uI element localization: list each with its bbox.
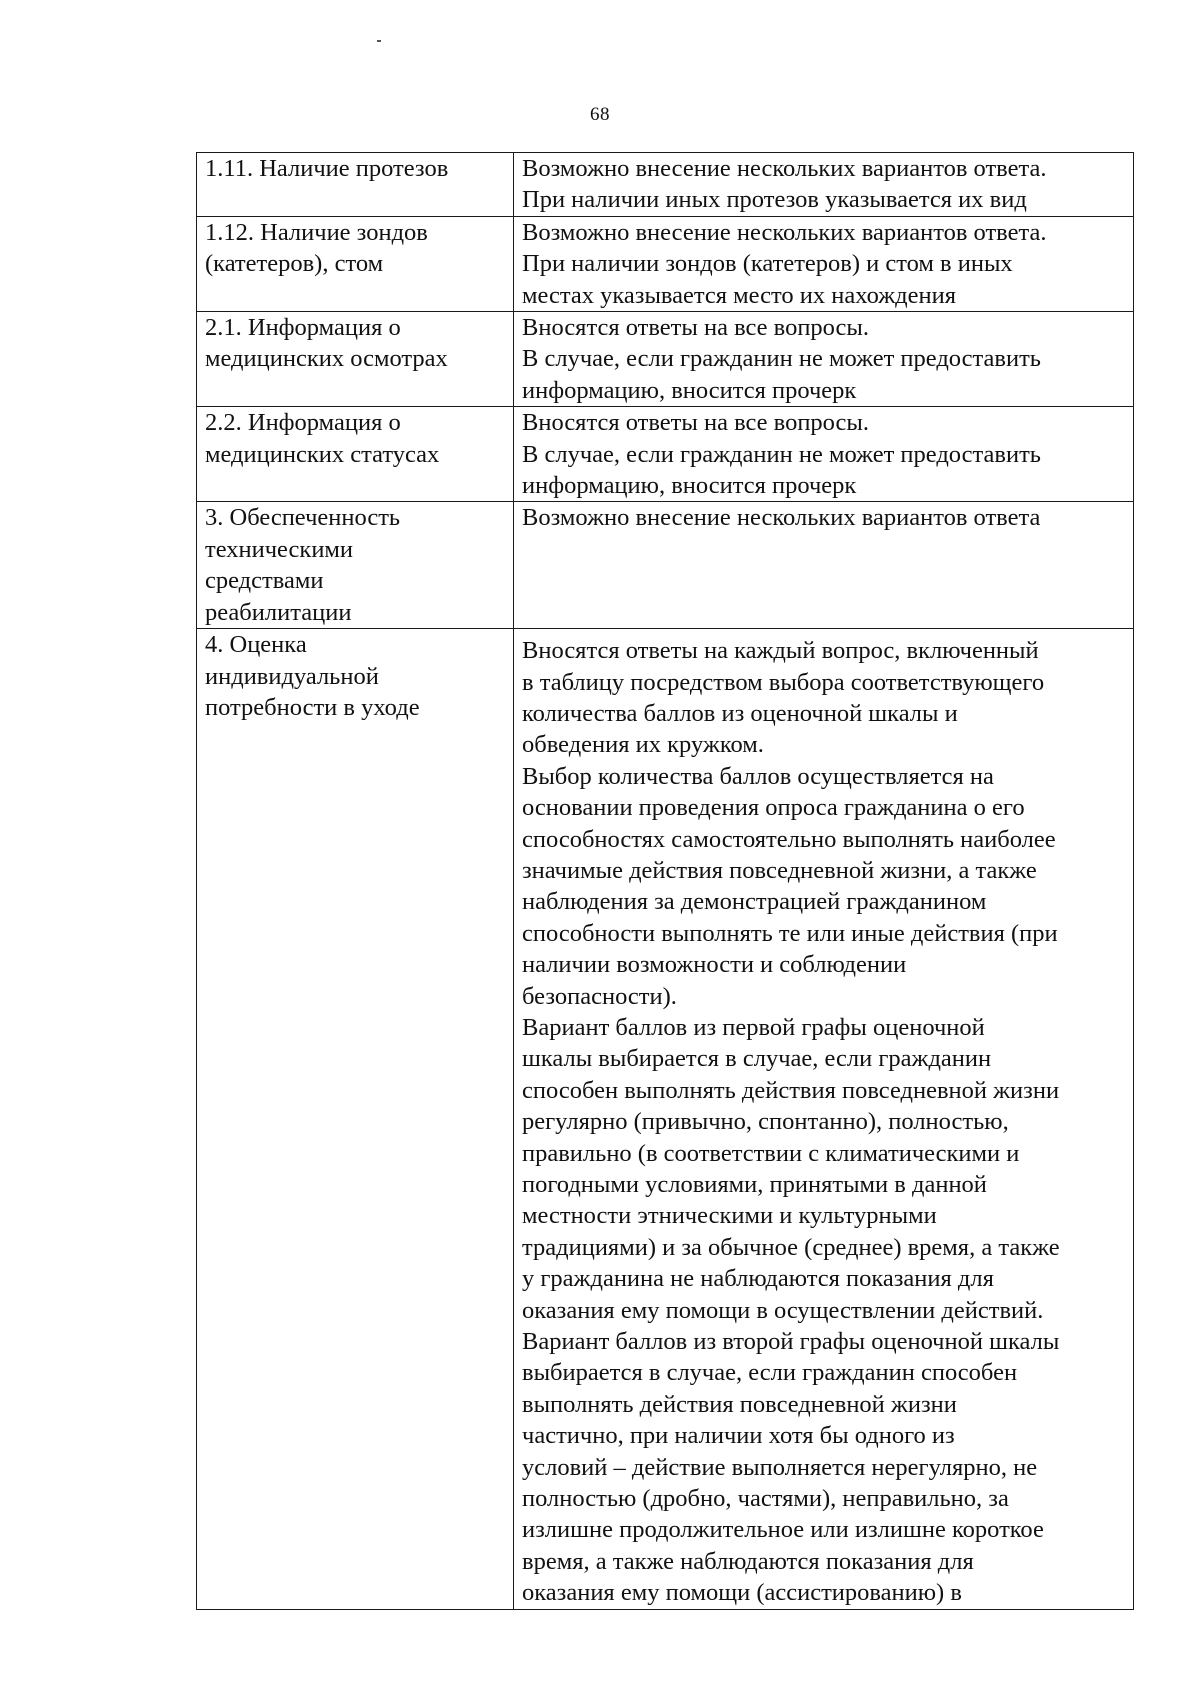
- text-line: (катетеров), стом: [205, 250, 384, 278]
- text-line: время, а также наблюдаются показания для: [522, 1547, 974, 1575]
- text-line: регулярно (привычно, спонтанно), полностью,: [522, 1108, 1009, 1136]
- text-line: 2.2. Информация о: [205, 409, 401, 437]
- text-line: частично, при наличии хотя бы одного из: [522, 1422, 955, 1450]
- text-line: медицинских статусах: [205, 440, 440, 468]
- text-line: Возможно внесение нескольких вариантов ответа.: [522, 218, 1047, 246]
- field-name-cell: [197, 153, 514, 217]
- field-name-cell: [197, 629, 514, 1610]
- field-name-cell: [197, 407, 514, 502]
- text-line: При наличии зондов (катетеров) и стом в иных: [522, 250, 1013, 278]
- text-line: шкалы выбирается в случае, если гражданин: [522, 1045, 992, 1073]
- text-line: 3. Обеспеченность: [205, 504, 401, 532]
- text-line: В случае, если гражданин не может предоставить: [522, 440, 1041, 468]
- table-row: [197, 407, 1134, 502]
- text-line: безопасности).: [522, 982, 677, 1010]
- text-line: способностях самостоятельно выполнять наиболее: [522, 825, 1056, 853]
- text-line: Вносятся ответы на все вопросы.: [522, 314, 869, 342]
- instruction-cell: [514, 502, 1134, 629]
- text-line: средствами: [205, 567, 324, 595]
- text-line: обведения их кружком.: [522, 731, 764, 759]
- text-line: погодными условиями, принятыми в данной: [522, 1171, 987, 1198]
- text-line: 1.11. Наличие протезов: [205, 155, 449, 182]
- text-line: 2.1. Информация о: [205, 314, 401, 342]
- table-row: [197, 216, 1134, 311]
- scan-artifact: [377, 40, 381, 42]
- instruction-cell: [514, 629, 1134, 1610]
- instructions-table: [196, 152, 1134, 1610]
- text-line: наличии возможности и соблюдении: [522, 951, 907, 979]
- table-row: [197, 629, 1134, 1610]
- text-line: выполнять действия повседневной жизни: [522, 1390, 957, 1418]
- instruction-cell: [514, 153, 1134, 217]
- text-line: Возможно внесение нескольких вариантов ответа.: [522, 155, 1047, 182]
- text-line: 1.12. Наличие зондов: [205, 218, 428, 246]
- text-line: В случае, если гражданин не может предоставить: [522, 345, 1041, 373]
- text-line: индивидуальной: [205, 662, 379, 690]
- text-line: информацию, вносится прочерк: [522, 376, 857, 404]
- text-line: потребности в уходе: [205, 693, 420, 721]
- text-line: Вариант баллов из первой графы оценочной: [522, 1013, 985, 1041]
- text-line: местности этническими и культурными: [522, 1202, 937, 1230]
- text-line: излишне продолжительное или излишне короткое: [522, 1516, 1044, 1544]
- instruction-cell: [514, 216, 1134, 311]
- table-row: [197, 153, 1134, 217]
- text-line: информацию, вносится прочерк: [522, 472, 857, 500]
- field-name-cell: [197, 502, 514, 629]
- text-line: условий – действие выполняется нерегулярно, не: [522, 1453, 1038, 1481]
- text-line: Вносятся ответы на каждый вопрос, включенный: [522, 637, 1039, 665]
- text-line: количества баллов из оценочной шкалы и: [522, 699, 958, 727]
- text-line: медицинских осмотрах: [205, 345, 448, 373]
- text-line: оказания ему помощи в осуществлении действий.: [522, 1296, 1044, 1324]
- text-line: основании проведения опроса гражданина о его: [522, 794, 1025, 822]
- text-line: полностью (дробно, частями), неправильно, за: [522, 1485, 1009, 1513]
- text-line: местах указывается место их нахождения: [522, 281, 956, 309]
- text-line: Выбор количества баллов осуществляется на: [522, 762, 994, 790]
- text-line: 4. Оценка: [205, 631, 307, 659]
- text-line: Возможно внесение нескольких вариантов ответа: [522, 504, 1041, 532]
- text-line: выбирается в случае, если гражданин способен: [522, 1359, 1018, 1387]
- table-row: [197, 502, 1134, 629]
- table-row: [197, 312, 1134, 407]
- text-line: Вносятся ответы на все вопросы.: [522, 409, 869, 437]
- text-line: оказания ему помощи (ассистированию) в: [522, 1579, 962, 1607]
- text-line: наблюдения за демонстрацией гражданином: [522, 888, 987, 916]
- text-line: в таблицу посредством выбора соответствующего: [522, 668, 1045, 696]
- field-name-cell: [197, 312, 514, 407]
- text-line: традициями) и за обычное (среднее) время, а также: [522, 1233, 1060, 1261]
- text-line: значимые действия повседневной жизни, а также: [522, 856, 1037, 884]
- text-line: правильно (в соответствии с климатическими и: [522, 1139, 1020, 1167]
- text-line: Вариант баллов из второй графы оценочной шкалы: [522, 1328, 1060, 1356]
- text-line: способности выполнять те или иные действия (при: [522, 919, 1058, 947]
- instruction-cell: [514, 312, 1134, 407]
- text-line: реабилитации: [205, 598, 352, 626]
- text-line: При наличии иных протезов указывается их вид: [522, 186, 1027, 214]
- text-line: у гражданина не наблюдаются показания для: [522, 1265, 994, 1293]
- instruction-cell: [514, 407, 1134, 502]
- text-line: способен выполнять действия повседневной жизни: [522, 1076, 1060, 1104]
- page-number: 68: [590, 104, 610, 125]
- field-name-cell: [197, 216, 514, 311]
- text-line: техническими: [205, 535, 354, 563]
